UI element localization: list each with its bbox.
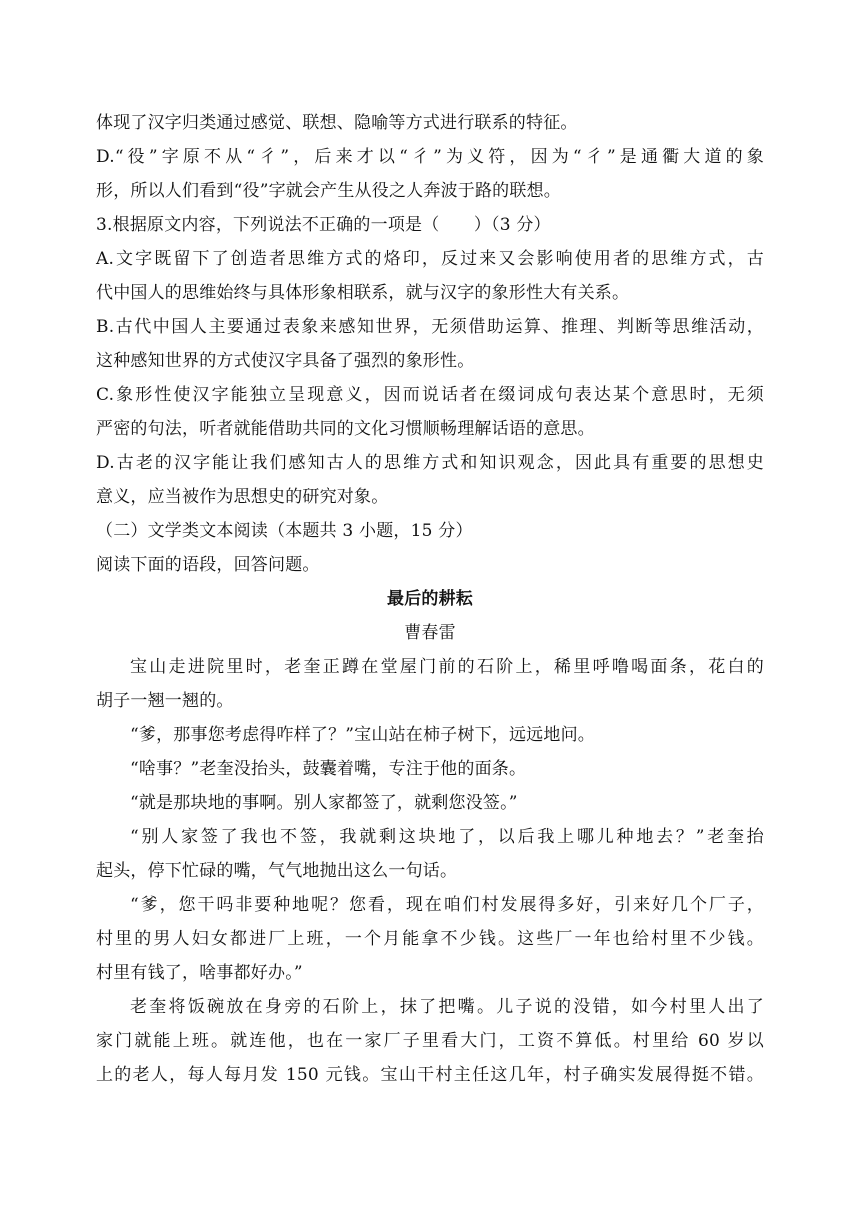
story-paragraph: “啥事？”老奎没抬头，鼓囊着嘴，专注于他的面条。 [130, 759, 527, 779]
passage-line: D.“役”字原不从“彳”，后来才以“彳”为义符，因为“彳”是通衢大道的象 [96, 147, 764, 167]
story-author: 曹春雷 [404, 623, 456, 643]
option-d-line: 意义，应当被作为思想史的研究对象。 [96, 487, 389, 507]
story-paragraph: 起头，停下忙碌的嘴，气气地抛出这么一句话。 [96, 861, 458, 881]
story-paragraph: “爹，那事您考虑得咋样了？”宝山站在柿子树下，远远地问。 [130, 725, 595, 745]
instruction: 阅读下面的语段，回答问题。 [96, 555, 320, 575]
story-paragraph: “就是那块地的事啊。别人家都签了，就剩您没签。” [130, 793, 518, 813]
passage-line: 体现了汉字归类通过感觉、联想、隐喻等方式进行联系的特征。 [96, 113, 578, 133]
question-stem: 3.根据原文内容，下列说法不正确的一项是（ ）（3 分） [96, 215, 551, 235]
story-paragraph: “别人家签了我也不签，我就剩这块地了，以后我上哪儿种地去？”老奎抬 [130, 827, 764, 847]
option-d-line: D.古老的汉字能让我们感知古人的思维方式和知识观念，因此具有重要的思想史 [96, 453, 764, 473]
option-c-line: C.象形性使汉字能独立呈现意义，因而说话者在缀词成句表达某个意思时，无须 [96, 385, 764, 405]
story-paragraph: 家门就能上班。就连他，也在一家厂子里看大门，工资不算低。村里给 60 岁以 [96, 1031, 764, 1051]
option-a-line: A.文字既留下了创造者思维方式的烙印，反过来又会影响使用者的思维方式，古 [96, 249, 764, 269]
story-paragraph: 宝山走进院里时，老奎正蹲在堂屋门前的石阶上，稀里呼噜喝面条，花白的 [130, 657, 764, 677]
story-paragraph: 老奎将饭碗放在身旁的石阶上，抹了把嘴。儿子说的没错，如今村里人出了 [130, 997, 764, 1017]
story-title: 最后的耕耘 [387, 589, 473, 609]
story-paragraph: 村里有钱了，啥事都好办。” [96, 963, 303, 983]
story-paragraph: “爹，您干吗非要种地呢？您看，现在咱们村发展得多好，引来好几个厂子， [130, 895, 764, 915]
passage-line: 形，所以人们看到“役”字就会产生从役之人奔波于路的联想。 [96, 181, 561, 201]
option-b-line: 这种感知世界的方式使汉字具备了强烈的象形性。 [96, 351, 475, 371]
option-b-line: B.古代中国人主要通过表象来感知世界，无须借助运算、推理、判断等思维活动， [96, 317, 764, 337]
story-paragraph: 村里的男人妇女都进厂上班，一个月能拿不少钱。这些厂一年也给村里不少钱。 [96, 929, 764, 949]
option-c-line: 严密的句法，听者就能借助共同的文化习惯顺畅理解话语的意思。 [96, 419, 595, 439]
story-paragraph: 胡子一翘一翘的。 [96, 691, 234, 711]
option-a-line: 代中国人的思维始终与具体形象相联系，就与汉字的象形性大有关系。 [96, 283, 630, 303]
section-heading: （二）文学类文本阅读（本题共 3 小题，15 分） [96, 521, 473, 541]
story-paragraph: 上的老人，每人每月发 150 元钱。宝山干村主任这几年，村子确实发展得挺不错。 [96, 1065, 764, 1085]
